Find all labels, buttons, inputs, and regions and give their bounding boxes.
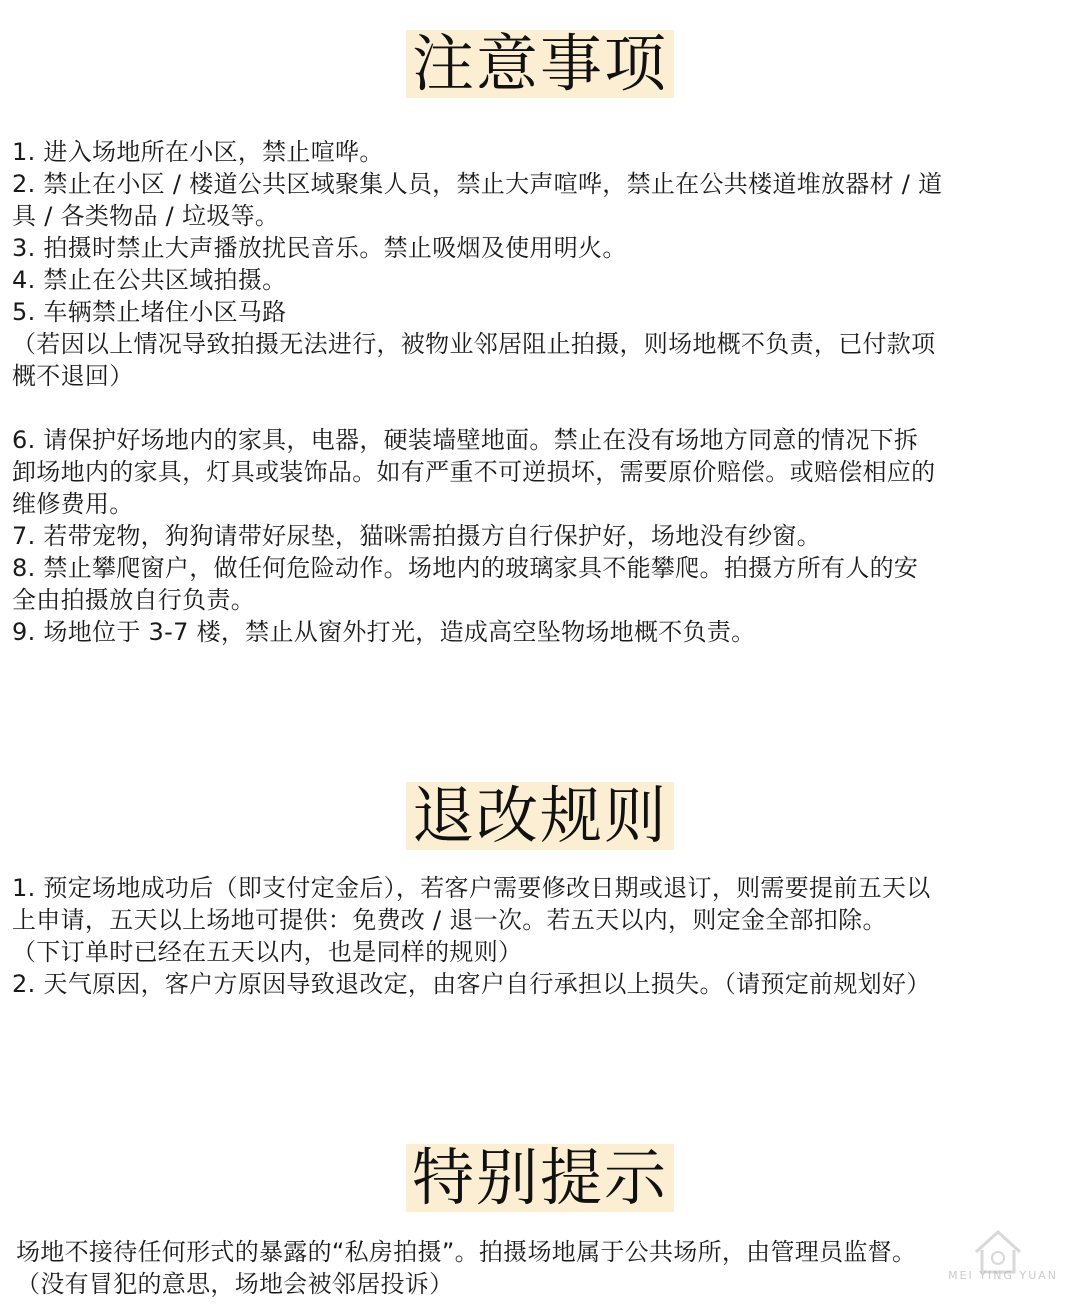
paragraph-gap [12, 392, 1068, 424]
refund-body [12, 872, 1068, 1000]
special-title: 特别提示 [406, 1144, 674, 1212]
special-line: 场地不接待任何形式的暴露的“私房拍摄”。拍摄场地属于公共场所，由管理员监督。 [16, 1238, 917, 1266]
notice-line: 全由拍摄放自行负责。 [12, 586, 255, 614]
notice-line: 具 / 各类物品 / 垃圾等。 [12, 202, 280, 230]
notice-line: 6. 请保护好场地内的家具，电器，硬装墙壁地面。禁止在没有场地方同意的情况下拆 [12, 426, 919, 454]
notice-line: 5. 车辆禁止堵住小区马路 [12, 298, 287, 326]
refund-line: （下订单时已经在五天以内，也是同样的规则） [12, 938, 523, 966]
notice-line: 7. 若带宠物，狗狗请带好尿垫，猫咪需拍摄方自行保护好，场地没有纱窗。 [12, 522, 822, 550]
notice-line: 概不退回） [12, 362, 134, 390]
refund-line: 上申请，五天以上场地可提供：免费改 / 退一次。若五天以内，则定金全部扣除。 [12, 906, 887, 934]
special-heading [0, 1141, 1080, 1214]
notice-line: 8. 禁止攀爬窗户，做任何危险动作。场地内的玻璃家具不能攀爬。拍摄方所有人的安 [12, 554, 919, 582]
notice-title: 注意事项 [406, 30, 674, 98]
notice-heading [0, 27, 1080, 100]
refund-line: 2. 天气原因，客户方原因导致退改定，由客户自行承担以上损失。（请预定前规划好） [12, 970, 931, 998]
special-line: （没有冒犯的意思，场地会被邻居投诉） [16, 1270, 454, 1298]
notice-line: 2. 禁止在小区 / 楼道公共区域聚集人员，禁止大声喧哗，禁止在公共楼道堆放器材 / 道 [12, 170, 943, 198]
notice-line: 1. 进入场地所在小区，禁止喧哗。 [12, 138, 384, 166]
notice-line: 维修费用。 [12, 490, 134, 518]
notice-line: 4. 禁止在公共区域拍摄。 [12, 266, 287, 294]
watermark-text: MEI YING YUAN [948, 1269, 1058, 1282]
watermark [908, 1226, 1068, 1296]
notice-line: 卸场地内的家具，灯具或装饰品。如有严重不可逆损坏，需要原价赔偿。或赔偿相应的 [12, 458, 936, 486]
refund-title: 退改规则 [406, 782, 674, 850]
notice-body [12, 136, 1068, 648]
notice-line: 3. 拍摄时禁止大声播放扰民音乐。禁止吸烟及使用明火。 [12, 234, 627, 262]
refund-line: 1. 预定场地成功后（即支付定金后），若客户需要修改日期或退订，则需要提前五天以 [12, 874, 931, 902]
refund-heading [0, 779, 1080, 852]
notice-line: 9. 场地位于 3-7 楼，禁止从窗外打光，造成高空坠物场地概不负责。 [12, 618, 756, 646]
notice-line: （若因以上情况导致拍摄无法进行，被物业邻居阻止拍摄，则场地概不负责，已付款项 [12, 330, 936, 358]
